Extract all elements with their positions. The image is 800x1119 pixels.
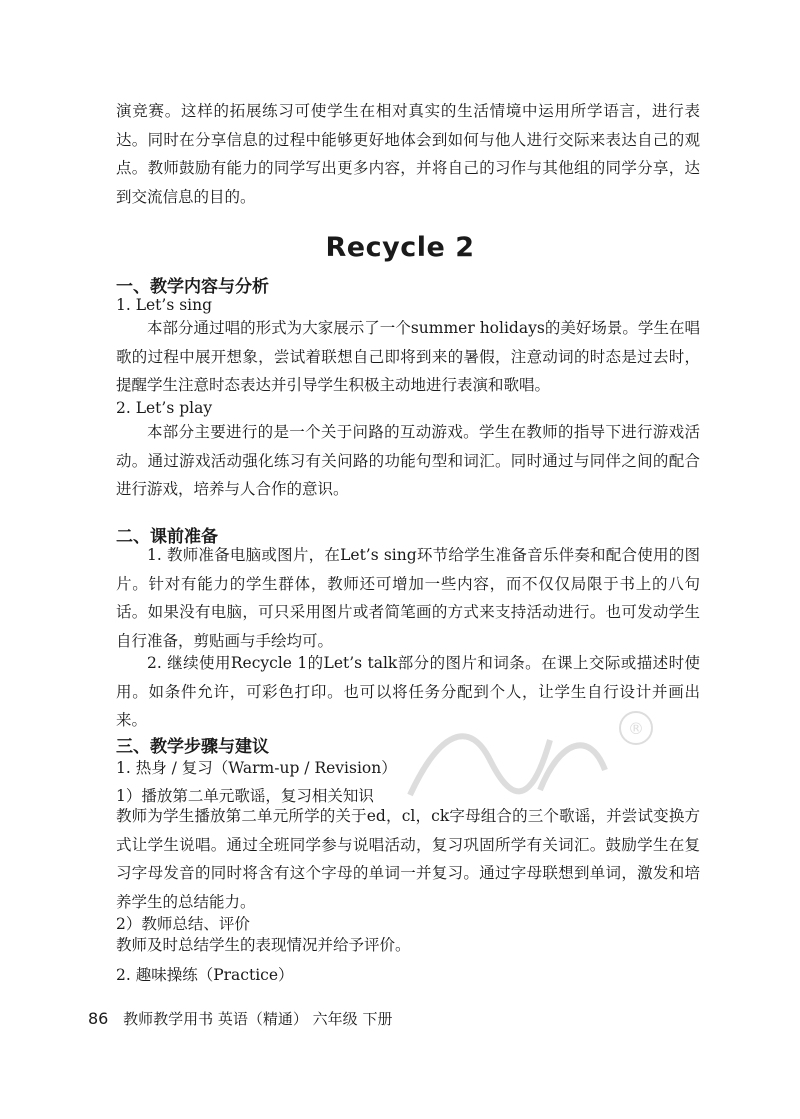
page-number: 86 bbox=[88, 1009, 109, 1028]
section-3-heading: 三、教学步骤与建议 bbox=[116, 737, 269, 757]
section-1-para-1 bbox=[116, 314, 700, 400]
intro-paragraph bbox=[116, 97, 700, 211]
section-2-para-2 bbox=[116, 649, 700, 735]
section-1-sub-2: 2. Let’s play bbox=[116, 399, 213, 417]
section-3-para-1 bbox=[116, 802, 700, 916]
section-3-sub-1: 1. 热身 / 复习（Warm-up / Revision） bbox=[116, 759, 397, 777]
section-2-heading: 二、课前准备 bbox=[116, 527, 218, 547]
section-1-sub-1: 1. Let’s sing bbox=[116, 296, 213, 314]
section-3-sub-2: 2. 趣味操练（Practice） bbox=[116, 966, 294, 984]
section-2-para-1-text: 1. 教师准备电脑或图片，在Let’s sing环节给学生准备音乐伴奏和配合使用的图片。针对有能力的学生群体，教师还可增加一些内容，而不仅仅局限于书上的八句话。如果没有电脑，可只采用图片或者简笔画的方式来支持活动进行。也可发动学生自行准备，剪贴画与手绘均可。 bbox=[116, 546, 700, 650]
intro-text: 演竞赛。这样的拓展练习可使学生在相对真实的生活情境中运用所学语言，进行表达。同时在分享信息的过程中能够更好地体会到如何与他人进行交际来表达自己的观点。教师鼓励有能力的同学写出更多内容，并将自己的习作与其他组的同学分享，达到交流信息的目的。 bbox=[116, 102, 700, 206]
page-title: Recycle 2 bbox=[325, 232, 475, 263]
section-3-sub-1a: 1）播放第二单元歌谣，复习相关知识 bbox=[116, 787, 374, 805]
section-2-para-2-text: 2. 继续使用Recycle 1的Let’s talk部分的图片和词条。在课上交际或描述时使用。如条件允许，可彩色打印。也可以将任务分配到个人，让学生自行设计并画出来。 bbox=[116, 654, 700, 729]
section-2-para-1 bbox=[116, 541, 700, 655]
section-1-para-2 bbox=[116, 418, 700, 504]
watermark-registered-mark: ® bbox=[628, 719, 644, 738]
section-1-para-2-text: 本部分主要进行的是一个关于问路的互动游戏。学生在教师的指导下进行游戏活动。通过游戏活动强化练习有关问路的功能句型和词汇。同时通过与同伴之间的配合进行游戏，培养与人合作的意识。 bbox=[116, 423, 700, 498]
section-3-sub-1b: 2）教师总结、评价 bbox=[116, 915, 250, 933]
section-3-para-2 bbox=[116, 931, 700, 960]
section-1-heading: 一、教学内容与分析 bbox=[116, 277, 269, 297]
book-title: 教师教学用书 英语（精通） 六年级 下册 bbox=[123, 1010, 393, 1028]
page-footer bbox=[88, 1008, 392, 1029]
section-3-para-2-text: 教师及时总结学生的表现情况并给予评价。 bbox=[116, 936, 411, 954]
section-1-para-1-text: 本部分通过唱的形式为大家展示了一个summer holidays的美好场景。学生在唱歌的过程中展开想象，尝试着联想自己即将到来的暑假，注意动词的时态是过去时，提醒学生注意时态表达并引导学生积极主动地进行表演和歌唱。 bbox=[116, 319, 700, 394]
section-3-para-1-text: 教师为学生播放第二单元所学的关于ed，cl，ck字母组合的三个歌谣，并尝试变换方式让学生说唱。通过全班同学参与说唱活动，复习巩固所学有关词汇。鼓励学生在复习字母发音的同时将含有这个字母的单词一并复习。通过字母联想到单词，激发和培养学生的总结能力。 bbox=[116, 807, 700, 911]
